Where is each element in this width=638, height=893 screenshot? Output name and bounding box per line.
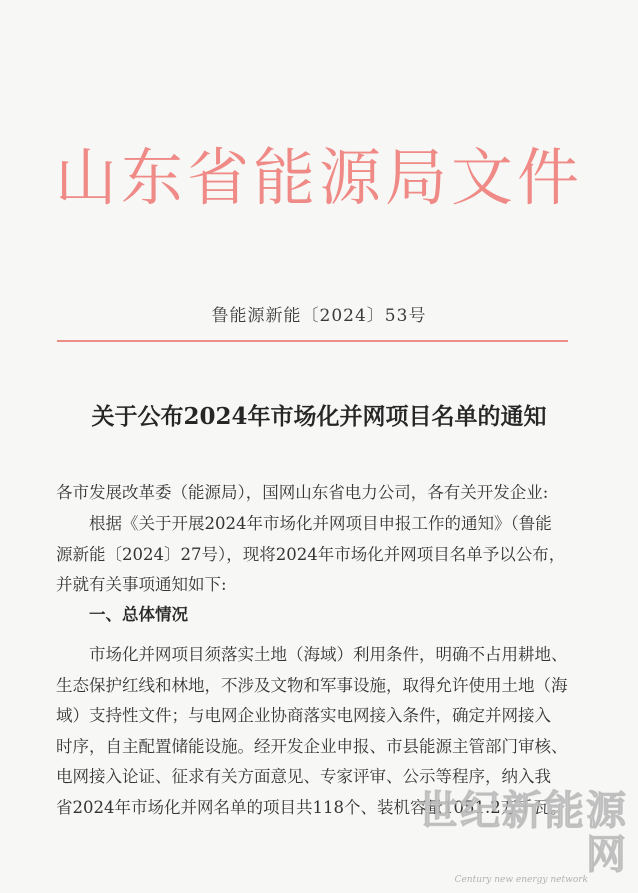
document-number: 鲁能源新能〔2024〕53号 [211, 306, 427, 326]
watermark-english-name: Century new energy network [454, 875, 588, 885]
basis-paragraph [56, 509, 576, 601]
paragraph-line: 生态保护红线和林地，不涉及文物和军事设施，取得允许使用土地（海 [56, 675, 568, 695]
paragraph-line: 域）支持性文件；与电网企业协商落实电网接入条件，确定并网接入 [56, 706, 551, 725]
addressee-line: 各市发展改革委（能源局），国网山东省电力公司，各有关开发企业: [56, 483, 549, 502]
paragraph-line: 时序，自主配置储能设施。经开发企业申报、市县能源主管部门审核、 [56, 736, 568, 756]
paragraph-line: 电网接入论证、征求有关方面意见、专家评审、公示等程序，纳入我 [56, 767, 551, 786]
masthead-title: 山东省能源局文件 [54, 141, 583, 214]
paragraph-line: 省2024年市场化并网名单的项目共118个、装机容量1051.2万千瓦。 [56, 797, 567, 817]
watermark-chinese-name: 世纪新能源网 [418, 788, 628, 878]
paragraph-line: 根据《关于开展2024年市场化并网项目申报工作的通知》（鲁能 [89, 514, 552, 533]
paragraph-line: 源新能〔2024〕27号），现将2024年市场化并网项目名单予以公布， [56, 544, 566, 564]
notice-title: 关于公布2024年市场化并网项目名单的通知 [91, 403, 547, 430]
red-divider-line [57, 340, 568, 342]
section-heading: 一、总体情况 [89, 605, 188, 624]
paragraph-line: 市场化并网项目须落实土地（海域）利用条件，明确不占用耕地、 [89, 645, 568, 664]
site-watermark [398, 789, 628, 885]
paragraph-line: 并就有关事项通知如下: [56, 575, 227, 594]
